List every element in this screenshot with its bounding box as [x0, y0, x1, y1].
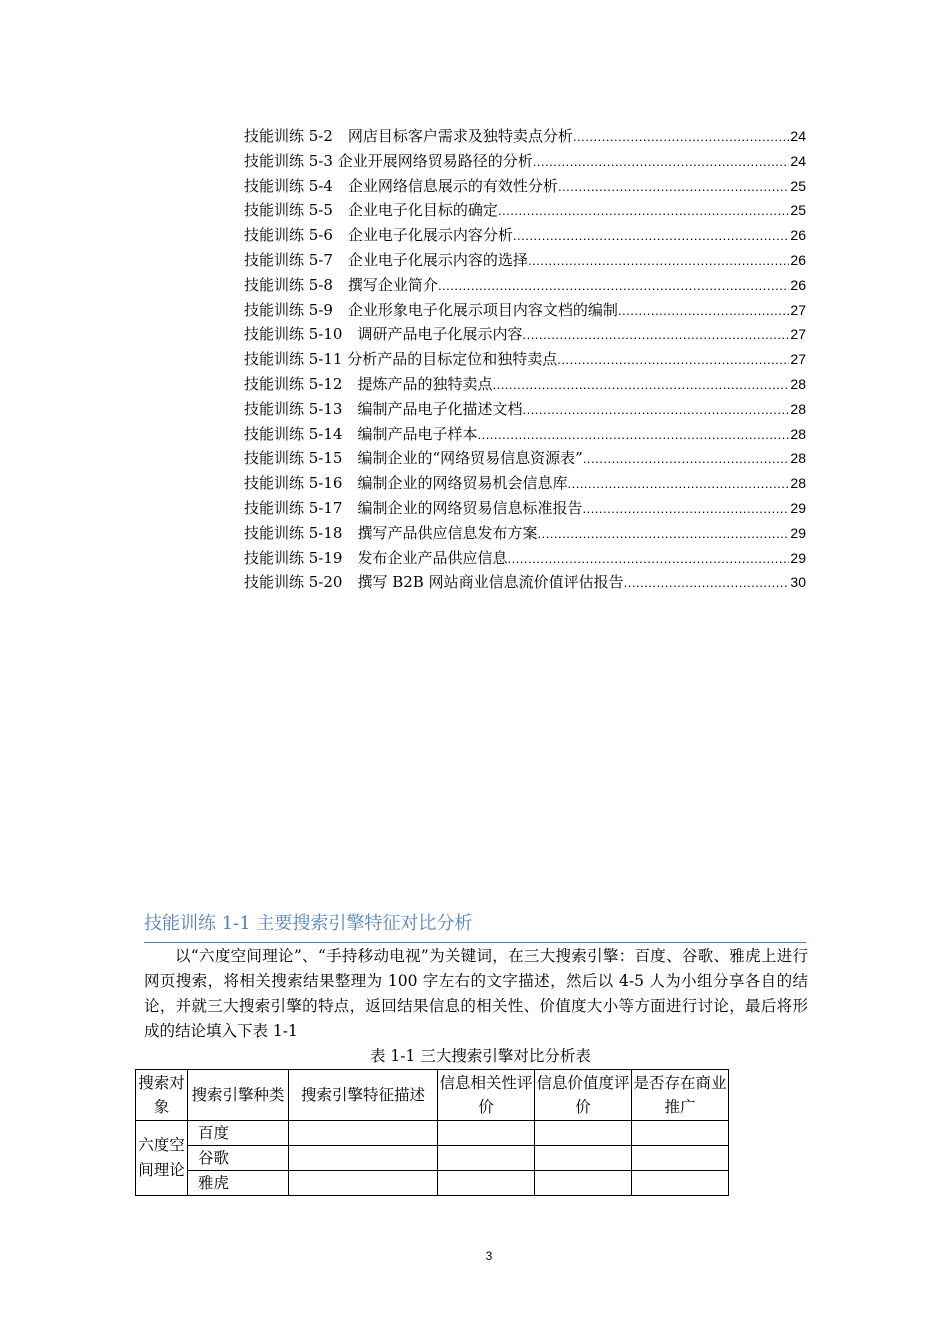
toc-entry-page: 26 — [790, 251, 806, 268]
toc-entry-title: 技能训练 5-13 编制产品电子化描述文档 — [244, 399, 523, 418]
toc-entry-page: 28 — [790, 425, 806, 442]
table-of-contents — [244, 124, 806, 595]
toc-entry-page: 28 — [790, 400, 806, 417]
toc-entry[interactable] — [244, 422, 806, 447]
toc-entry-title: 技能训练 5-5 企业电子化目标的确定 — [244, 201, 498, 220]
toc-leader-dots — [618, 298, 789, 324]
empty-cell[interactable] — [289, 1121, 438, 1146]
table-header-row — [136, 1070, 729, 1121]
toc-leader-dots — [498, 198, 789, 224]
toc-entry[interactable] — [244, 149, 806, 174]
toc-entry[interactable] — [244, 397, 806, 422]
toc-entry[interactable] — [244, 446, 806, 471]
toc-entry-page: 29 — [790, 499, 806, 516]
toc-leader-dots — [573, 124, 789, 150]
toc-entry[interactable] — [244, 521, 806, 546]
table-row — [136, 1171, 729, 1196]
engine-name-cell: 百度 — [188, 1121, 289, 1146]
engine-name-cell: 雅虎 — [188, 1171, 289, 1196]
comparison-table — [135, 1069, 729, 1196]
toc-entry[interactable] — [244, 248, 806, 273]
empty-cell[interactable] — [289, 1146, 438, 1171]
header-cell: 是否存在商业推广 — [632, 1070, 729, 1121]
section-paragraph: 以“六度空间理论”、“手持移动电视”为关键词，在三大搜索引擎：百度、谷歌、雅虎上进行网页搜索，将相关搜索结果整理为 100 字左右的文字描述，然后以 4-5 人为小组分享各自的结论，并就三大搜索引擎的特点，返回结果信息的相关性、价值度大小等方面进行讨论，最后将形成的结论填入下表 1-1 — [144, 947, 808, 1040]
toc-entry-page: 27 — [790, 301, 806, 318]
toc-entry-title: 技能训练 5-17 编制企业的网络贸易信息标准报告 — [244, 498, 583, 517]
toc-entry-title: 技能训练 5-18 撰写产品供应信息发布方案 — [244, 523, 538, 542]
toc-entry-title: 技能训练 5-7 企业电子化展示内容的选择 — [244, 250, 528, 269]
toc-entry-title: 技能训练 5-15 编制企业的“网络贸易信息资源表” — [244, 449, 583, 468]
toc-entry-page: 25 — [790, 202, 806, 219]
toc-entry[interactable] — [244, 322, 806, 347]
toc-entry-title: 技能训练 5-4 企业网络信息展示的有效性分析 — [244, 176, 558, 195]
toc-leader-dots — [567, 471, 789, 497]
toc-entry-page: 28 — [790, 475, 806, 492]
section-heading: 技能训练 1-1 主要搜索引擎特征对比分析 — [144, 912, 806, 943]
toc-entry[interactable] — [244, 174, 806, 199]
empty-cell[interactable] — [438, 1171, 535, 1196]
toc-leader-dots — [583, 446, 790, 472]
toc-entry[interactable] — [244, 273, 806, 298]
engine-name-cell: 谷歌 — [188, 1146, 289, 1171]
toc-entry[interactable] — [244, 471, 806, 496]
toc-entry-title: 技能训练 5-8 撰写企业简介 — [244, 275, 438, 294]
toc-entry-title: 技能训练 5-10 调研产品电子化展示内容 — [244, 325, 523, 344]
toc-leader-dots — [507, 546, 789, 572]
toc-leader-dots — [438, 273, 789, 299]
table-caption: 表 1-1 三大搜索引擎对比分析表 — [370, 1047, 591, 1065]
toc-leader-dots — [513, 223, 789, 249]
search-object-cell: 六度空间理论 — [136, 1121, 188, 1196]
toc-entry-page: 24 — [790, 128, 806, 144]
toc-entry[interactable] — [244, 347, 806, 372]
empty-cell[interactable] — [535, 1171, 632, 1196]
toc-leader-dots — [477, 422, 789, 448]
table-row — [136, 1146, 729, 1171]
header-cell: 搜索对象 — [136, 1070, 188, 1121]
toc-entry[interactable] — [244, 496, 806, 521]
toc-entry-title: 技能训练 5-11 分析产品的目标定位和独特卖点 — [244, 350, 558, 369]
toc-entry[interactable] — [244, 298, 806, 323]
toc-entry-page: 28 — [790, 375, 806, 392]
empty-cell[interactable] — [632, 1146, 729, 1171]
toc-leader-dots — [582, 496, 789, 522]
toc-entry-title: 技能训练 5-12 提炼产品的独特卖点 — [244, 374, 493, 393]
toc-entry[interactable] — [244, 124, 806, 149]
header-cell: 搜索引擎特征描述 — [289, 1070, 438, 1121]
toc-entry[interactable] — [244, 198, 806, 223]
toc-entry[interactable] — [244, 372, 806, 397]
toc-entry[interactable] — [244, 546, 806, 571]
toc-entry-page: 28 — [790, 450, 806, 467]
toc-entry-title: 技能训练 5-16 编制企业的网络贸易机会信息库 — [244, 474, 568, 493]
toc-leader-dots — [522, 397, 789, 423]
toc-leader-dots — [533, 149, 790, 175]
toc-entry-title: 技能训练 5-3 企业开展网络贸易路径的分析 — [244, 151, 533, 170]
empty-cell[interactable] — [632, 1171, 729, 1196]
toc-entry-page: 27 — [790, 326, 806, 343]
toc-leader-dots — [557, 347, 789, 373]
header-cell: 信息相关性评价 — [438, 1070, 535, 1121]
toc-entry-title: 技能训练 5-6 企业电子化展示内容分析 — [244, 226, 513, 245]
toc-entry[interactable] — [244, 223, 806, 248]
toc-entry-page: 29 — [790, 549, 806, 566]
page-number: 3 — [485, 1249, 493, 1263]
empty-cell[interactable] — [289, 1171, 438, 1196]
empty-cell[interactable] — [535, 1146, 632, 1171]
toc-leader-dots — [558, 174, 789, 200]
toc-entry-title: 技能训练 5-14 编制产品电子样本 — [244, 424, 478, 443]
table-row — [136, 1121, 729, 1146]
toc-entry-page: 26 — [790, 227, 806, 244]
toc-entry-title: 技能训练 5-20 撰写 B2B 网站商业信息流价值评估报告 — [244, 573, 624, 592]
toc-leader-dots — [522, 322, 789, 348]
toc-leader-dots — [528, 248, 789, 274]
empty-cell[interactable] — [535, 1121, 632, 1146]
toc-entry-title: 技能训练 5-9 企业形象电子化展示项目内容文档的编制 — [244, 300, 618, 319]
empty-cell[interactable] — [438, 1121, 535, 1146]
header-cell: 搜索引擎种类 — [188, 1070, 289, 1121]
empty-cell[interactable] — [438, 1146, 535, 1171]
toc-entry-page: 25 — [790, 177, 806, 194]
toc-entry-title: 技能训练 5-19 发布企业产品供应信息 — [244, 548, 508, 567]
toc-entry-page: 26 — [790, 276, 806, 293]
header-cell: 信息价值度评价 — [535, 1070, 632, 1121]
empty-cell[interactable] — [632, 1121, 729, 1146]
toc-entry-title: 技能训练 5-2 网店目标客户需求及独特卖点分析 — [244, 127, 573, 145]
toc-entry-page: 27 — [790, 351, 806, 368]
toc-entry[interactable] — [244, 570, 806, 595]
toc-leader-dots — [624, 570, 790, 596]
toc-leader-dots — [492, 372, 789, 398]
toc-entry-page: 24 — [790, 152, 806, 169]
toc-entry-page: 29 — [790, 524, 806, 541]
toc-leader-dots — [537, 521, 789, 547]
toc-entry-page: 30 — [790, 574, 806, 591]
